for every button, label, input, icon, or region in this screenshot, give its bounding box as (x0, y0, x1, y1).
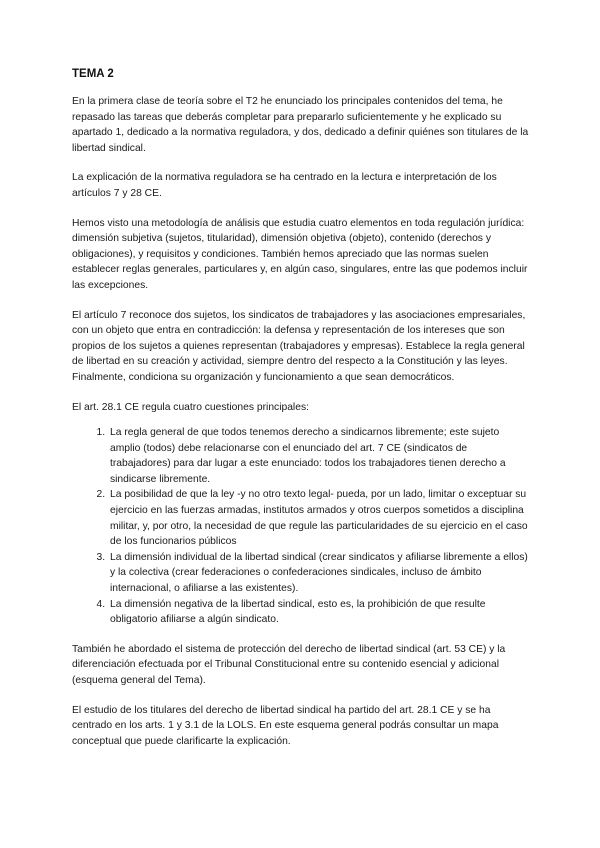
list-item: 4. La dimensión negativa de la libertad sindical, esto es, la prohibición de que resulte obligatorio afiliarse a algún sindicato. (108, 597, 530, 628)
list-item: 2. La posibilidad de que la ley -y no otro texto legal- pueda, por un lado, limitar o exceptuar su ejercicio en las fuerzas armadas, institutos armados y otros cuerpos sometidos a disciplina militar, y, por otro, la necesidad de que regule las particularidades de su ejercicio en el caso de los funcionarios públicos (108, 487, 530, 549)
paragraph-articulo-7: El artículo 7 reconoce dos sujetos, los sindicatos de trabajadores y las asociaciones empresariales, con un objeto que entra en contradicción: la defensa y representación de los intereses que son propios de los sujetos a quienes representan (trabajadores y empresas). Establece la regla general de libertad en su creación y actividad, siempre dentro del respecto a la Constitución y las leyes. Finalmente, condiciona su organización y funcionamiento a que sean democráticos. (72, 309, 526, 383)
paragraph-articulo-28: El art. 28.1 CE regula cuatro cuestiones principales: (72, 401, 309, 413)
paragraph-proteccion: También he abordado el sistema de protección del derecho de libertad sindical (art. 53 CE) y la diferenciación efectuada por el Tribunal Constitucional entre su contenido esencial y adicional (esquema general del Tema). (72, 643, 506, 686)
page-title: TEMA 2 (72, 68, 114, 80)
paragraph-titulares: El estudio de los titulares del derecho de libertad sindical ha partido del art. 28.1 CE y se ha centrado en los arts. 1 y 3.1 de la LOLS. En este esquema general podrás consultar un mapa conceptual que puede clarificarte la explicación. (72, 704, 499, 747)
paragraph-metodologia: Hemos visto una metodología de análisis que estudia cuatro elementos en toda regulación jurídica: dimensión subjetiva (sujetos, titularidad), dimensión objetiva (objeto), contenido (derechos y obligaciones), y requisitos y condiciones. También hemos apreciado que las normas suelen establecer reglas generales, particulares y, en algún caso, singulares, entre las que podemos incluir las excepciones. (72, 217, 528, 291)
list-item: 1. La regla general de que todos tenemos derecho a sindicarnos libremente; este sujeto amplio (todos) debe relacionarse con el enunciado del art. 7 CE (sindicatos de trabajadores) para dar lugar a este enunciado: todos los trabajadores tienen derecho a sindicarse libremente. (108, 425, 530, 487)
list-item: 3. La dimensión individual de la libertad sindical (crear sindicatos y afiliarse libremente a ellos) y la colectiva (crear federaciones o confederaciones sindicales, incluso de ámbito internacional, o afiliarse a las existentes). (108, 550, 530, 597)
document-page (72, 68, 530, 763)
numbered-list (72, 425, 530, 628)
paragraph-normativa: La explicación de la normativa reguladora se ha centrado en la lectura e interpretación de los artículos 7 y 28 CE. (72, 172, 497, 199)
paragraph-intro: En la primera clase de teoría sobre el T2 he enunciado los principales contenidos del tema, he repasado las tareas que deberás completar para prepararlo suficientemente y he explicado su apartado 1, dedicado a la normativa reguladora, y dos, dedicado a definir quiénes son titulares de la libertad sindical. (72, 96, 529, 154)
